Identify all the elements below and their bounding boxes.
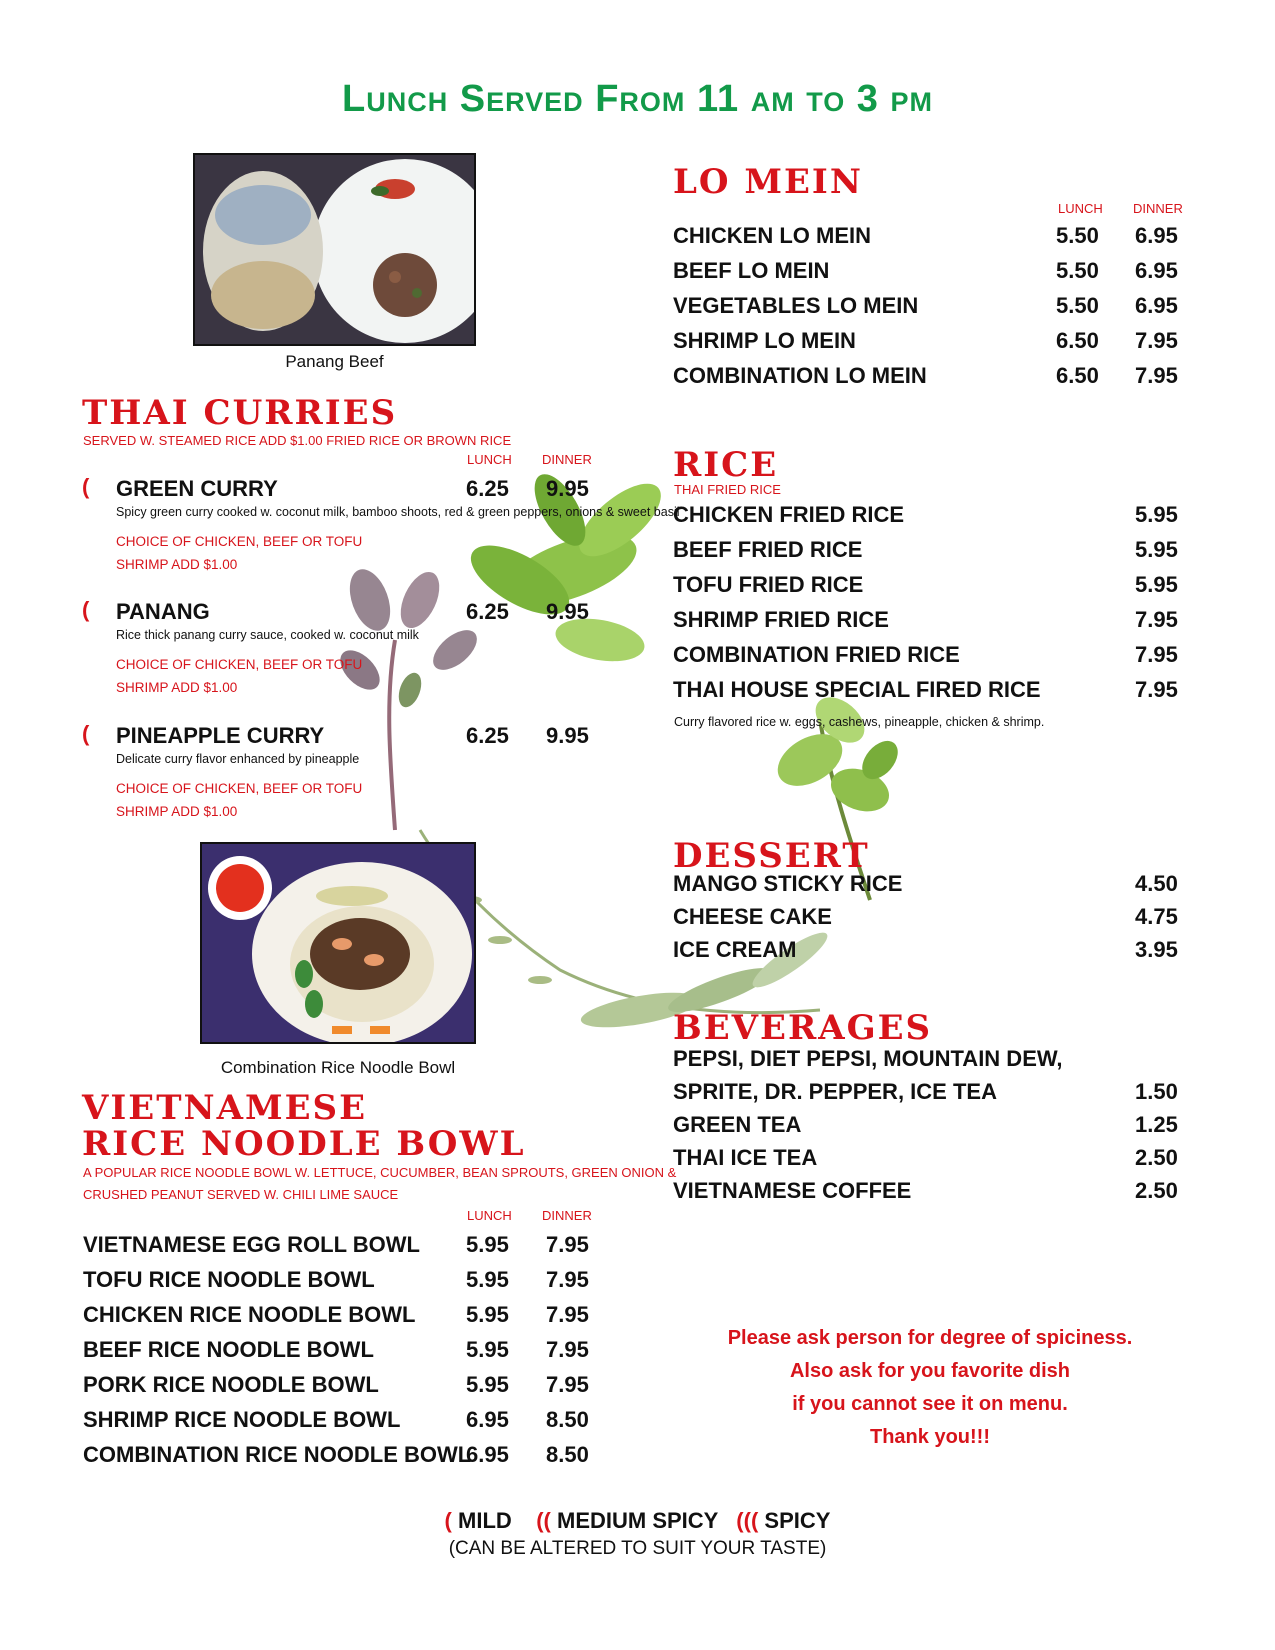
menu-item-name: SPRITE, DR. PEPPER, ICE TEA <box>673 1079 997 1104</box>
panang-beef-photo <box>193 153 476 346</box>
dinner-price: 9.95 <box>546 599 589 624</box>
menu-item-name: BEEF LO MEIN <box>673 258 830 283</box>
lunch-price: 6.95 <box>466 1407 509 1432</box>
menu-item-name: CHICKEN FRIED RICE <box>673 502 905 527</box>
thai-curries-subtitle: SERVED W. STEAMED RICE ADD $1.00 FRIED RICE OR BROWN RICE <box>83 433 512 448</box>
curries-dinner-header: DINNER <box>542 452 592 467</box>
item-price: 5.95 <box>1135 502 1178 527</box>
item-choice: CHOICE OF CHICKEN, BEEF OR TOFU <box>116 657 363 672</box>
item-addon: SHRIMP ADD $1.00 <box>116 557 238 572</box>
lunch-price: 5.50 <box>1056 293 1099 318</box>
rice-title: RICE <box>673 445 779 485</box>
menu-item-name: ICE CREAM <box>673 937 797 962</box>
panang-beef-caption: Panang Beef <box>285 352 384 371</box>
lo-mein-title: LO MEIN <box>673 162 863 202</box>
dinner-price: 9.95 <box>546 476 589 501</box>
note-line: Also ask for you favorite dish <box>789 1360 1071 1382</box>
vietnamese-subtitle-line2: CRUSHED PEANUT SERVED W. CHILI LIME SAUCE <box>83 1187 399 1202</box>
item-price: 1.50 <box>1135 1079 1178 1104</box>
item-price: 1.25 <box>1135 1112 1178 1137</box>
dinner-price: 6.95 <box>1135 223 1178 248</box>
legend-mild: MILD <box>458 1508 512 1533</box>
dinner-price: 9.95 <box>546 723 589 748</box>
lunch-price: 5.95 <box>466 1372 509 1397</box>
menu-item-name: BEEF RICE NOODLE BOWL <box>83 1337 374 1362</box>
item-description: Delicate curry flavor enhanced by pineapple <box>116 752 360 766</box>
dinner-price: 7.95 <box>546 1337 589 1362</box>
lunch-price: 5.95 <box>466 1337 509 1362</box>
mild-chili-icon: ( <box>82 721 90 746</box>
item-price: 5.95 <box>1135 572 1178 597</box>
menu-item-name: CHICKEN RICE NOODLE BOWL <box>83 1302 416 1327</box>
menu-item-name: THAI HOUSE SPECIAL FIRED RICE <box>673 677 1041 702</box>
lunch-price: 6.25 <box>466 599 509 624</box>
item-price: 2.50 <box>1135 1178 1178 1203</box>
dinner-price: 7.95 <box>1135 363 1178 388</box>
lo-mein-dinner-header: DINNER <box>1133 201 1183 216</box>
menu-item-name: CHEESE CAKE <box>673 904 832 929</box>
dinner-price: 8.50 <box>546 1407 589 1432</box>
vietnamese-title-line1: VIETNAMESE <box>82 1088 367 1128</box>
lunch-price: 5.95 <box>466 1232 509 1257</box>
dinner-price: 7.95 <box>546 1302 589 1327</box>
menu-item-name: MANGO STICKY RICE <box>673 871 903 896</box>
lunch-price: 5.50 <box>1056 258 1099 283</box>
lunch-price: 6.25 <box>466 723 509 748</box>
vietnamese-lunch-header: LUNCH <box>467 1208 512 1223</box>
curries-lunch-header: LUNCH <box>467 452 512 467</box>
lunch-price: 5.50 <box>1056 223 1099 248</box>
lunch-price: 6.95 <box>466 1442 509 1467</box>
menu-item-name: SHRIMP FRIED RICE <box>673 607 889 632</box>
menu-item-name: PINEAPPLE CURRY <box>116 723 325 748</box>
menu-item-name: BEEF FRIED RICE <box>673 537 863 562</box>
menu-item-name: PORK RICE NOODLE BOWL <box>83 1372 379 1397</box>
item-price: 7.95 <box>1135 642 1178 667</box>
rice-subtitle: THAI FRIED RICE <box>674 482 781 497</box>
menu-item-name: COMBINATION LO MEIN <box>673 363 927 388</box>
item-price: 7.95 <box>1135 607 1178 632</box>
dinner-price: 6.95 <box>1135 293 1178 318</box>
note-line: Please ask person for degree of spiciness. <box>727 1327 1133 1349</box>
legend-medium: MEDIUM SPICY <box>557 1508 718 1533</box>
lunch-price: 6.25 <box>466 476 509 501</box>
lunch-price: 5.95 <box>466 1267 509 1292</box>
menu-item-name: PANANG <box>116 599 210 624</box>
mild-chili-icon: ( <box>444 1508 452 1533</box>
item-price: 5.95 <box>1135 537 1178 562</box>
dinner-price: 8.50 <box>546 1442 589 1467</box>
menu-item-name: GREEN TEA <box>673 1112 802 1137</box>
menu-item-name: COMBINATION RICE NOODLE BOWL <box>83 1442 472 1467</box>
menu-item-name: COMBINATION FRIED RICE <box>673 642 960 667</box>
lunch-price: 6.50 <box>1056 328 1099 353</box>
dinner-price: 7.95 <box>546 1372 589 1397</box>
menu-item-name: TOFU FRIED RICE <box>673 572 864 597</box>
note-line: if you cannot see it on menu. <box>792 1393 1068 1415</box>
menu-item-name: THAI ICE TEA <box>673 1145 818 1170</box>
mild-chili-icon: ( <box>82 597 90 622</box>
menu-item-name: PEPSI, DIET PEPSI, MOUNTAIN DEW, <box>673 1046 1063 1071</box>
vietnamese-subtitle-line1: A POPULAR RICE NOODLE BOWL W. LETTUCE, CUCUMBER, BEAN SPROUTS, GREEN ONION & <box>83 1165 677 1180</box>
item-addon: SHRIMP ADD $1.00 <box>116 680 238 695</box>
spicy-chili-icon: ((( <box>736 1508 759 1533</box>
dinner-price: 6.95 <box>1135 258 1178 283</box>
legend-spicy: SPICY <box>764 1508 831 1533</box>
lunch-price: 5.95 <box>466 1302 509 1327</box>
menu-item-name: VIETNAMESE EGG ROLL BOWL <box>83 1232 420 1257</box>
item-price: 3.95 <box>1135 937 1178 962</box>
item-description: Rice thick panang curry sauce, cooked w. coconut milk <box>116 628 419 642</box>
dinner-price: 7.95 <box>546 1267 589 1292</box>
item-choice: CHOICE OF CHICKEN, BEEF OR TOFU <box>116 534 363 549</box>
menu-item-name: TOFU RICE NOODLE BOWL <box>83 1267 375 1292</box>
lunch-hours-banner: Lunch Served From 11 am to 3 pm <box>342 78 933 120</box>
dinner-price: 7.95 <box>546 1232 589 1257</box>
menu-item-name: SHRIMP LO MEIN <box>673 328 856 353</box>
spiciness-note <box>680 1322 1180 1454</box>
dessert-title: DESSERT <box>673 836 870 876</box>
item-description: Curry flavored rice w. eggs, cashews, pineapple, chicken & shrimp. <box>674 715 1045 729</box>
menu-item-name: SHRIMP RICE NOODLE BOWL <box>83 1407 401 1432</box>
lo-mein-lunch-header: LUNCH <box>1058 201 1103 216</box>
menu-item-name: VEGETABLES LO MEIN <box>673 293 919 318</box>
rice-noodle-bowl-photo <box>200 842 476 1044</box>
item-addon: SHRIMP ADD $1.00 <box>116 804 238 819</box>
menu-item-name: CHICKEN LO MEIN <box>673 223 871 248</box>
item-price: 2.50 <box>1135 1145 1178 1170</box>
item-choice: CHOICE OF CHICKEN, BEEF OR TOFU <box>116 781 363 796</box>
vietnamese-dinner-header: DINNER <box>542 1208 592 1223</box>
thai-curries-title: THAI CURRIES <box>82 393 398 433</box>
note-line: Thank you!!! <box>870 1426 990 1448</box>
item-description: Spicy green curry cooked w. coconut milk, bamboo shoots, red & green peppers, onions & sweet basil <box>116 505 680 519</box>
menu-item-name: GREEN CURRY <box>116 476 278 501</box>
beverages-title: BEVERAGES <box>673 1008 933 1048</box>
dinner-price: 7.95 <box>1135 328 1178 353</box>
rice-noodle-bowl-caption: Combination Rice Noodle Bowl <box>220 1058 456 1077</box>
lunch-price: 6.50 <box>1056 363 1099 388</box>
legend-note: (CAN BE ALTERED TO SUIT YOUR TASTE) <box>448 1538 827 1559</box>
vietnamese-title-line2: RICE NOODLE BOWL <box>82 1124 526 1164</box>
mild-chili-icon: ( <box>82 474 90 499</box>
spiciness-legend <box>0 1508 1275 1534</box>
menu-item-name: VIETNAMESE COFFEE <box>673 1178 912 1203</box>
medium-chili-icon: (( <box>536 1508 551 1533</box>
item-price: 7.95 <box>1135 677 1178 702</box>
item-price: 4.75 <box>1135 904 1178 929</box>
item-price: 4.50 <box>1135 871 1178 896</box>
